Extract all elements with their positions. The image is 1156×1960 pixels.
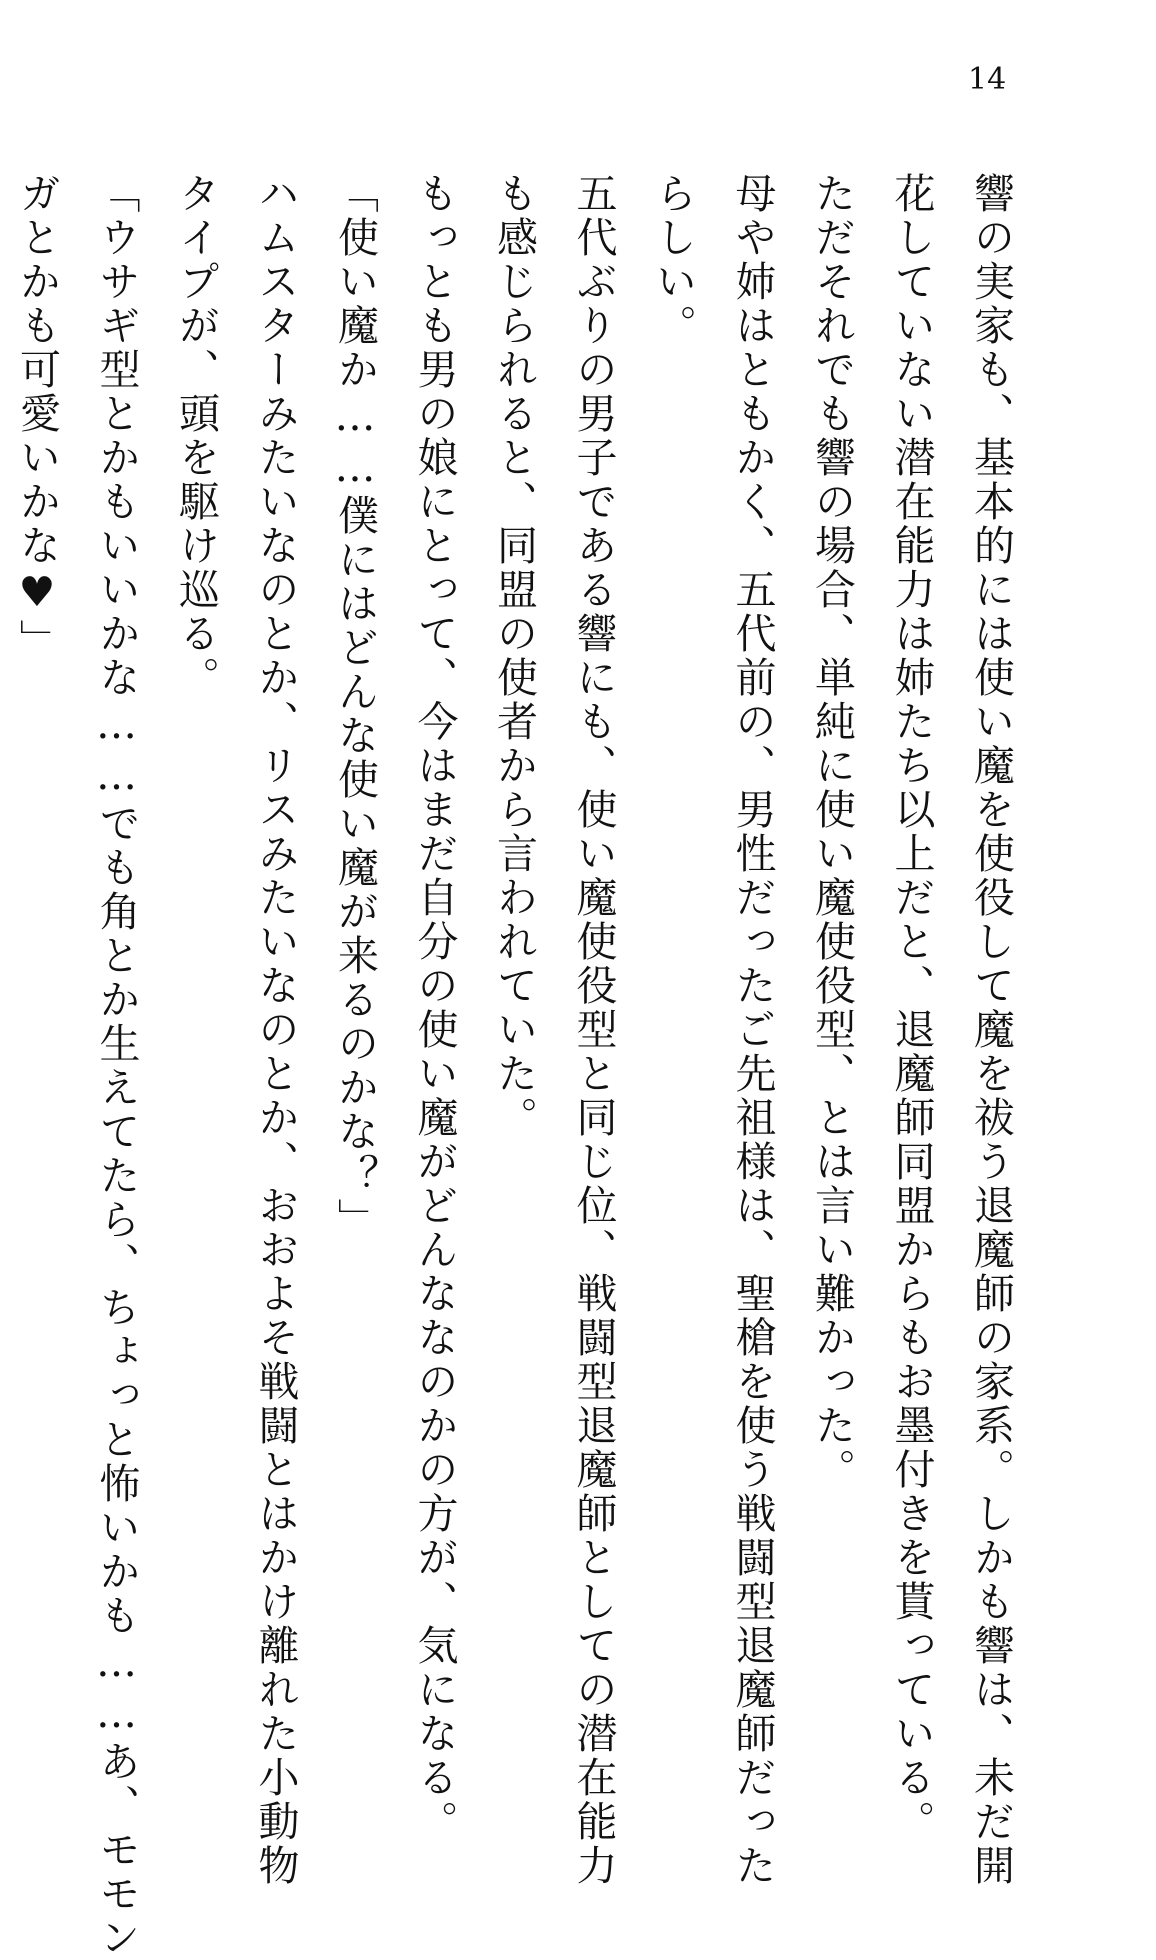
text-line: 花していない潜在能力は姉たち以上だと、退魔師同盟からもお墨付きを貰っている。 <box>887 172 936 1844</box>
text-line: ガとかも可愛いかな♥」 <box>13 172 61 663</box>
text-line: 母や姉はともかく、五代前の、男性だったご先祖様は、聖槍を使う戦闘型退魔師だった <box>728 172 777 1888</box>
text-line: ハムスターみたいなのとか、リスみたいなのとか、おおよそ戦闘とはかけ離れた小動物 <box>251 172 300 1888</box>
body-text <box>13 172 1030 1960</box>
text-line: タイプが、頭を駆け巡る。 <box>172 172 220 700</box>
page-number: 14 <box>968 62 1007 97</box>
text-line: ただそれでも響の場合、単純に使い魔使役型、とは言い難かった。 <box>808 172 856 1492</box>
text-line: もっとも男の娘にとって、今はまだ自分の使い魔がどんななのかの方が、気になる。 <box>410 172 459 1844</box>
text-line: 「使い魔か……僕にはどんな使い魔が来るのかな？」 <box>331 172 379 1242</box>
text-line: 響の実家も、基本的には使い魔を使役して魔を祓う退魔師の家系。しかも響は、未だ開 <box>967 172 1015 1888</box>
text-line: 五代ぶりの男子である響にも、使い魔使役型と同じ位、戦闘型退魔師としての潜在能力 <box>569 172 618 1888</box>
text-line: も感じられると、同盟の使者から言われていた。 <box>490 172 538 1140</box>
text-line: らしい。 <box>649 172 697 348</box>
text-line: 「ウサギ型とかもいいかな……でも角とか生えてたら、ちょっと怖いかも……あ、モモン <box>92 172 141 1960</box>
